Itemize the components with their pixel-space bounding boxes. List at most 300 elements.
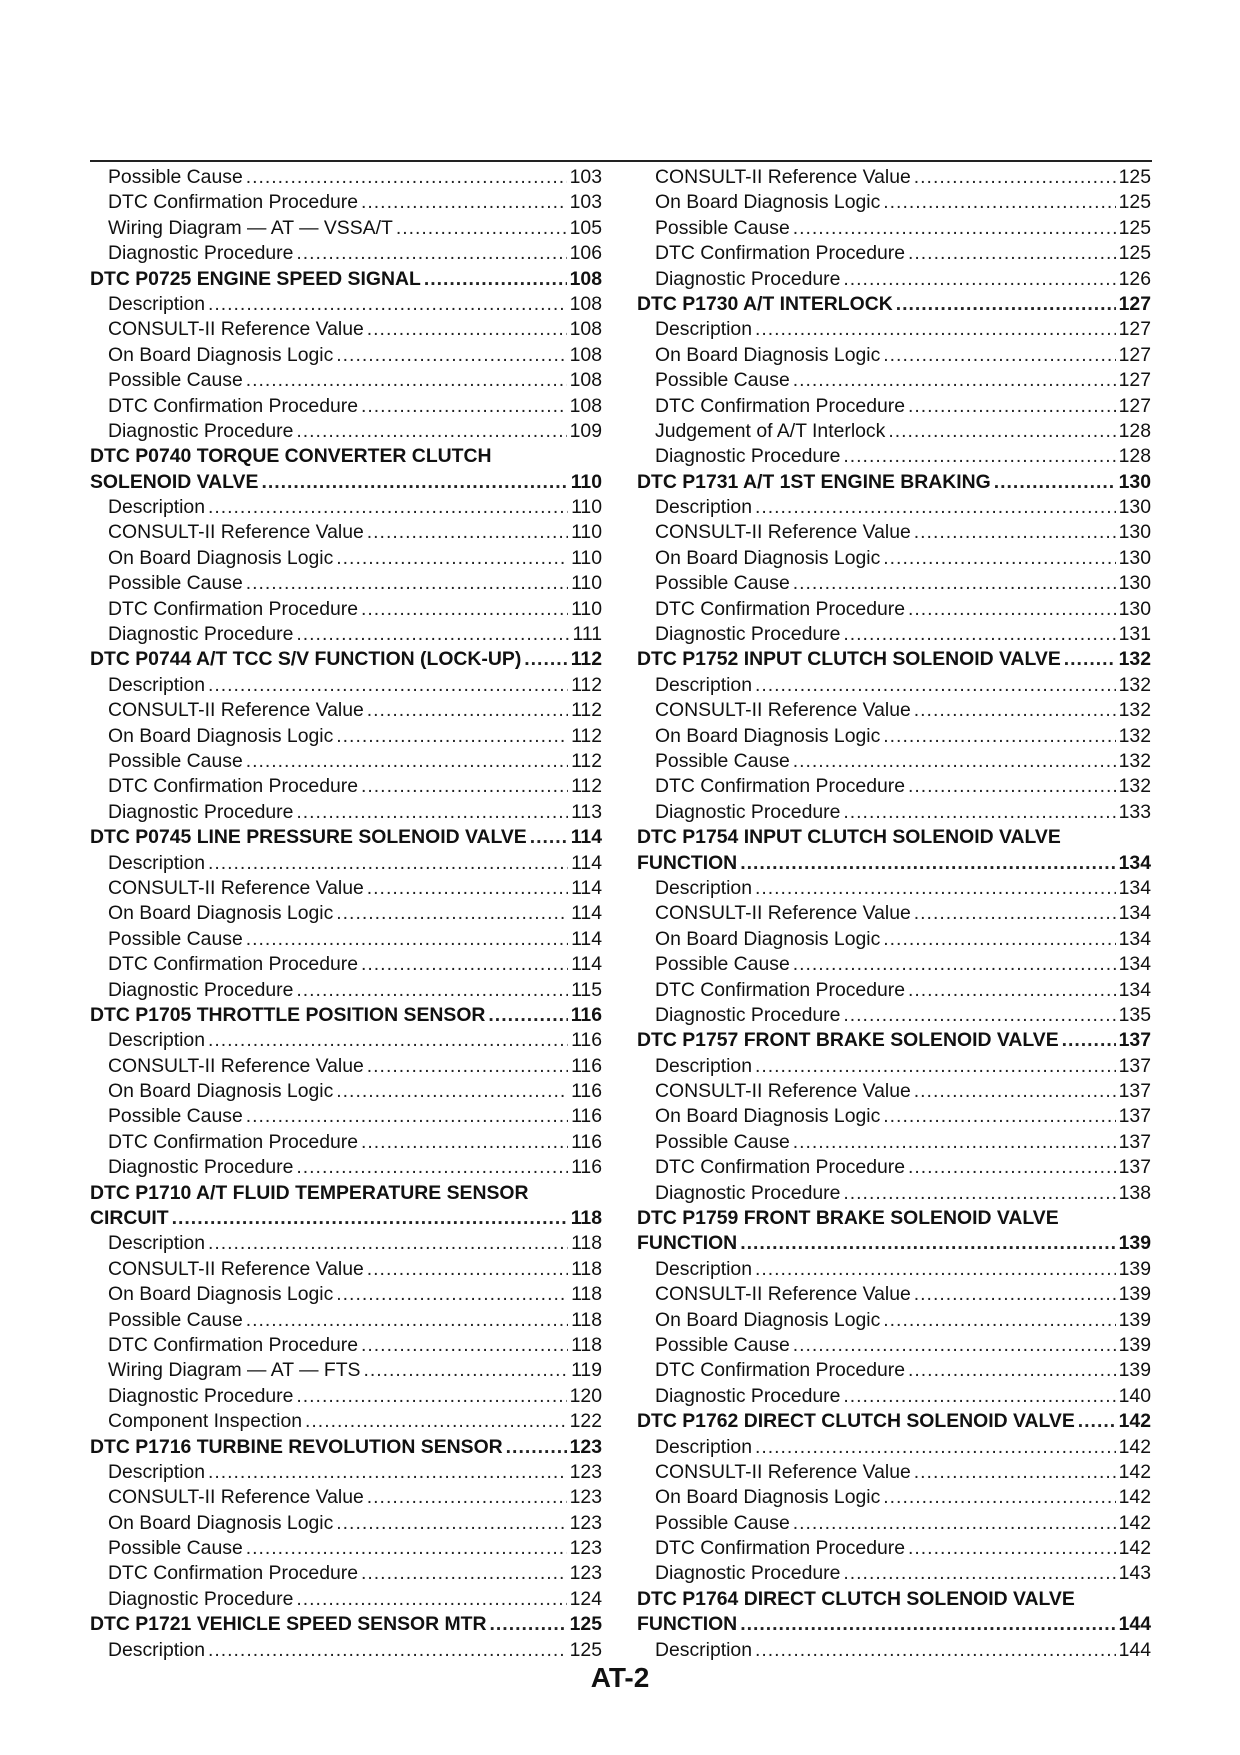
toc-entry-label: Description [655,318,752,341]
toc-entry-page: 142 [1118,1460,1151,1483]
dot-leader [208,1028,568,1053]
toc-entry-page: 131 [1118,623,1151,646]
toc-entry-page: 125 [1118,242,1151,265]
toc-entry[interactable] [90,495,602,520]
toc-entry[interactable] [90,419,602,444]
toc-entry[interactable] [637,1638,1151,1663]
toc-entry-label: Component Inspection [108,1410,303,1433]
toc-entry-label: Description [108,1232,205,1255]
toc-entry-label: CONSULT-II Reference Value [108,1054,364,1077]
dot-leader [296,241,566,266]
toc-entry[interactable] [637,1485,1151,1510]
toc-entry[interactable] [637,1054,1151,1079]
toc-entry-label: On Board Diagnosis Logic [655,927,881,950]
toc-entry[interactable] [90,851,602,876]
toc-entry[interactable] [637,267,1151,292]
dot-leader [740,1231,1115,1256]
toc-entry[interactable] [637,520,1151,545]
dot-leader [361,1561,567,1586]
toc-entry-page: 123 [569,1562,602,1585]
dot-leader [246,1536,567,1561]
toc-entry[interactable] [637,1079,1151,1104]
toc-entry-label: On Board Diagnosis Logic [108,546,334,569]
toc-entry[interactable] [637,927,1151,952]
toc-entry-label: DTC Confirmation Procedure [108,597,359,620]
toc-entry[interactable] [637,495,1151,520]
toc-entry-page: 116 [571,1130,602,1153]
toc-entry[interactable] [637,673,1151,698]
toc-entry-page: 114 [571,927,602,950]
toc-entry-label: Diagnostic Procedure [655,267,841,290]
toc-entry[interactable] [637,343,1151,368]
toc-entry-label: DTC Confirmation Procedure [108,1562,359,1585]
toc-entry[interactable] [637,1384,1151,1409]
dot-leader [793,1333,1116,1358]
toc-entry[interactable] [637,876,1151,901]
toc-entry-label: CONSULT-II Reference Value [655,166,911,188]
toc-entry-page: 135 [1118,1003,1151,1026]
toc-entry[interactable] [637,622,1151,647]
toc-entry-label: DTC P1764 DIRECT CLUTCH SOLENOID VALVE [637,1587,1075,1610]
toc-entry-label: CONSULT-II Reference Value [108,699,364,722]
toc-entry[interactable] [90,1587,602,1612]
toc-entry[interactable] [90,1536,602,1561]
dot-leader [908,241,1116,266]
toc-entry-label: Possible Cause [108,749,243,772]
toc-entry-label: DTC P1762 DIRECT CLUTCH SOLENOID VALVE [637,1410,1075,1433]
toc-entry-label: Possible Cause [655,749,790,772]
toc-entry-page: 130 [1118,546,1151,569]
toc-entry-label: DTC P0745 LINE PRESSURE SOLENOID VALVE [90,826,527,849]
dot-leader [843,1384,1115,1409]
toc-entry-page: 134 [1118,902,1151,925]
toc-entry[interactable] [90,1282,602,1307]
dot-leader [908,774,1116,799]
toc-entry[interactable] [637,1104,1151,1129]
toc-entry[interactable] [90,1257,602,1282]
toc-entry-page: 118 [571,1283,602,1306]
toc-entry-page: 114 [571,953,602,976]
toc-entry-label: Diagnostic Procedure [655,1181,841,1204]
toc-entry-label: CONSULT-II Reference Value [655,1080,911,1103]
toc-entry[interactable] [90,1460,602,1485]
toc-entry-label: Possible Cause [108,369,243,392]
toc-entry-label: DTC Confirmation Procedure [108,394,359,417]
toc-entry-page: 127 [1118,369,1151,392]
toc-entry[interactable] [90,241,602,266]
toc-entry-page: 126 [1118,267,1151,290]
toc-entry[interactable] [90,749,602,774]
toc-entry-page: 118 [571,1333,602,1356]
toc-section-heading[interactable] [90,444,602,469]
toc-entry-label: DTC Confirmation Procedure [655,242,906,265]
toc-entry[interactable] [637,1130,1151,1155]
toc-entry-page: 114 [570,826,602,849]
toc-section-heading[interactable] [637,1612,1151,1637]
toc-entry-page: 144 [1118,1638,1151,1661]
dot-leader [208,1638,567,1663]
toc-entry-label: Description [108,1029,205,1052]
dot-leader [208,495,568,520]
toc-entry[interactable] [637,1511,1151,1536]
toc-entry-page: 108 [569,343,602,366]
dot-leader [755,1638,1116,1663]
toc-entry-label: Possible Cause [655,953,790,976]
toc-entry-page: 130 [1118,496,1151,519]
toc-section-heading[interactable] [637,1206,1151,1231]
toc-entry-page: 112 [571,724,602,747]
dot-leader [361,190,567,215]
toc-section-heading[interactable] [637,825,1151,850]
toc-entry[interactable] [90,978,602,1003]
toc-entry[interactable] [90,1358,602,1383]
dot-leader [908,1155,1116,1180]
toc-entry[interactable] [637,1257,1151,1282]
toc-entry-page: 130 [1118,521,1151,544]
toc-entry[interactable] [637,1003,1151,1028]
toc-entry-label: Diagnostic Procedure [655,1384,841,1407]
toc-entry-label: CONSULT-II Reference Value [108,521,364,544]
toc-entry[interactable] [90,724,602,749]
toc-entry[interactable] [90,800,602,825]
toc-entry[interactable] [90,1028,602,1053]
dot-leader [363,1358,568,1383]
toc-entry[interactable] [637,952,1151,977]
toc-entry[interactable] [90,1231,602,1256]
toc-entry-label: DTC Confirmation Procedure [655,394,906,417]
toc-entry-label: CONSULT-II Reference Value [655,1283,911,1306]
toc-section-heading[interactable] [90,647,602,672]
page-number: AT-2 [590,1662,650,1693]
toc-entry[interactable] [637,800,1151,825]
toc-entry[interactable] [90,774,602,799]
toc-entry[interactable] [90,1511,602,1536]
dot-leader [755,1435,1116,1460]
dot-leader [914,1079,1116,1104]
toc-entry[interactable] [90,622,602,647]
toc-entry-label: Possible Cause [108,1105,243,1128]
dot-leader [908,1536,1116,1561]
toc-entry[interactable] [637,1333,1151,1358]
toc-entry[interactable] [637,597,1151,622]
toc-entry-label: DTC P1730 A/T INTERLOCK [637,292,893,315]
dot-leader [296,800,568,825]
toc-entry-page: 110 [571,496,602,519]
toc-entry-page: 139 [1118,1333,1151,1356]
dot-leader [914,165,1116,190]
toc-entry-label: FUNCTION [637,1613,738,1636]
toc-entry-page: 137 [1118,1080,1151,1103]
toc-entry[interactable] [637,724,1151,749]
toc-entry-page: 116 [571,1029,602,1052]
toc-entry-page: 108 [569,292,602,315]
toc-entry-label: Wiring Diagram — AT — FTS [108,1359,361,1382]
toc-entry[interactable] [90,1104,602,1129]
toc-entry[interactable] [90,1308,602,1333]
dot-leader [367,317,567,342]
toc-entry[interactable] [637,1282,1151,1307]
toc-entry-page: 123 [569,1460,602,1483]
dot-leader [883,343,1115,368]
toc-entry[interactable] [90,1333,602,1358]
toc-section-heading[interactable] [637,470,1151,495]
toc-section-heading[interactable] [637,292,1151,317]
dot-leader [367,520,568,545]
toc-entry[interactable] [637,241,1151,266]
toc-entry-label: Description [108,292,205,315]
toc-entry[interactable] [90,597,602,622]
toc-entry-label: Diagnostic Procedure [655,445,841,468]
dot-leader [336,343,566,368]
toc-entry[interactable] [637,394,1151,419]
toc-entry-page: 112 [571,699,602,722]
dot-leader [793,571,1116,596]
toc-entry[interactable] [90,571,602,596]
toc-entry-page: 103 [569,166,602,188]
toc-entry-label: DTC Confirmation Procedure [108,191,359,214]
dot-leader [883,927,1115,952]
toc-entry[interactable] [637,1155,1151,1180]
toc-entry[interactable] [90,292,602,317]
toc-right-column [637,165,1151,1663]
toc-entry-label: CONSULT-II Reference Value [655,1460,911,1483]
toc-entry[interactable] [637,698,1151,723]
toc-entry[interactable] [90,165,602,190]
toc-entry-page: 116 [571,1156,602,1179]
toc-entry-label: On Board Diagnosis Logic [655,1308,881,1331]
toc-entry-page: 125 [1118,216,1151,239]
toc-entry-label: Description [655,1257,752,1280]
toc-entry[interactable] [637,444,1151,469]
toc-entry[interactable] [90,1561,602,1586]
dot-leader [296,978,568,1003]
toc-section-heading[interactable] [637,1231,1151,1256]
toc-entry-label: FUNCTION [637,1232,738,1255]
toc-entry[interactable] [90,1384,602,1409]
toc-entry[interactable] [637,1561,1151,1586]
toc-entry[interactable] [90,673,602,698]
toc-entry[interactable] [90,190,602,215]
toc-entry-page: 123 [569,1435,602,1458]
toc-section-heading[interactable] [90,1181,602,1206]
toc-left-column [90,165,602,1663]
dot-leader [793,1130,1116,1155]
toc-entry-label: On Board Diagnosis Logic [655,1486,881,1509]
toc-entry-page: 112 [570,648,602,671]
toc-entry[interactable] [637,190,1151,215]
dot-leader [793,368,1116,393]
dot-leader [843,800,1115,825]
toc-entry-page: 134 [1118,927,1151,950]
toc-entry[interactable] [90,394,602,419]
toc-entry-label: CONSULT-II Reference Value [108,318,364,341]
toc-entry[interactable] [90,546,602,571]
toc-entry[interactable] [90,1638,602,1663]
dot-leader [361,1130,568,1155]
toc-entry[interactable] [637,1460,1151,1485]
toc-entry-label: Description [108,1638,205,1661]
toc-entry[interactable] [637,1308,1151,1333]
toc-entry-label: DTC Confirmation Procedure [655,775,906,798]
toc-entry[interactable] [90,368,602,393]
toc-entry[interactable] [637,317,1151,342]
toc-entry[interactable] [90,1079,602,1104]
toc-entry[interactable] [90,876,602,901]
dot-leader [793,216,1116,241]
toc-entry-label: On Board Diagnosis Logic [655,546,881,569]
toc-entry-page: 133 [1118,800,1151,823]
toc-entry-label: Diagnostic Procedure [108,1587,294,1610]
toc-entry[interactable] [90,1130,602,1155]
dot-leader [208,292,567,317]
toc-entry[interactable] [90,927,602,952]
toc-entry-page: 142 [1118,1410,1151,1433]
toc-entry-page: 119 [571,1359,602,1382]
toc-section-heading[interactable] [637,851,1151,876]
toc-entry-label: DTC P0725 ENGINE SPEED SIGNAL [90,267,421,290]
toc-entry[interactable] [637,571,1151,596]
dot-leader [361,952,568,977]
toc-entry-label: Possible Cause [655,1333,790,1356]
toc-entry-label: Diagnostic Procedure [108,242,294,265]
dot-leader [883,724,1115,749]
toc-entry-label: Possible Cause [108,1537,243,1560]
dot-leader [336,1282,568,1307]
toc-entry-page: 140 [1118,1384,1151,1407]
toc-entry-label: Description [108,496,205,519]
toc-entry-page: 110 [571,597,602,620]
toc-entry-page: 106 [569,242,602,265]
toc-entry[interactable] [637,901,1151,926]
toc-entry-page: 120 [569,1384,602,1407]
dot-leader [296,1587,566,1612]
toc-entry-label: Description [655,1435,752,1458]
toc-entry-label: Diagnostic Procedure [655,1003,841,1026]
toc-entry[interactable] [637,1181,1151,1206]
toc-entry-page: 127 [1118,292,1151,315]
toc-entry-page: 132 [1118,775,1151,798]
toc-entry[interactable] [637,165,1151,190]
toc-entry-page: 116 [570,1003,602,1026]
dot-leader [246,1104,568,1129]
toc-section-heading[interactable] [90,1003,602,1028]
toc-section-heading[interactable] [637,1028,1151,1053]
toc-entry-page: 110 [571,572,602,595]
toc-entry-label: CONSULT-II Reference Value [108,1257,364,1280]
toc-entry-label: DTC P1710 A/T FLUID TEMPERATURE SENSOR [90,1181,529,1204]
dot-leader [305,1409,567,1434]
toc-entry-page: 139 [1118,1308,1151,1331]
dot-leader [843,1561,1115,1586]
toc-section-heading[interactable] [90,1206,602,1231]
toc-section-heading[interactable] [637,1587,1151,1612]
toc-entry[interactable] [90,1054,602,1079]
dot-leader [908,1358,1116,1383]
dot-leader [896,292,1116,317]
toc-section-heading[interactable] [637,1409,1151,1434]
toc-entry-label: On Board Diagnosis Logic [108,1080,334,1103]
dot-leader [367,1054,568,1079]
toc-entry-page: 134 [1118,876,1151,899]
toc-entry[interactable] [637,368,1151,393]
dot-leader [208,851,568,876]
toc-entry[interactable] [90,901,602,926]
toc-entry[interactable] [90,1155,602,1180]
toc-entry[interactable] [637,419,1151,444]
toc-entry[interactable] [90,698,602,723]
toc-section-heading[interactable] [90,470,602,495]
toc-entry[interactable] [90,317,602,342]
toc-entry[interactable] [637,216,1151,241]
toc-section-heading[interactable] [90,267,602,292]
toc-entry-label: CONSULT-II Reference Value [108,1486,364,1509]
toc-entry-page: 137 [1118,1130,1151,1153]
toc-entry[interactable] [90,216,602,241]
toc-entry-page: 108 [569,318,602,341]
toc-entry-page: 134 [1118,978,1151,1001]
toc-entry-label: Possible Cause [108,1308,243,1331]
toc-entry-label: DTC Confirmation Procedure [108,953,359,976]
dot-leader [908,978,1116,1003]
dot-leader [793,749,1116,774]
toc-entry-page: 138 [1118,1181,1151,1204]
toc-entry-page: 128 [1118,445,1151,468]
dot-leader [367,1485,567,1510]
toc-entry-page: 114 [571,902,602,925]
toc-entry[interactable] [90,520,602,545]
toc-entry[interactable] [90,952,602,977]
toc-entry-page: 142 [1118,1537,1151,1560]
toc-entry-page: 114 [571,851,602,874]
dot-leader [793,1511,1116,1536]
toc-entry[interactable] [637,1536,1151,1561]
toc-entry-label: On Board Diagnosis Logic [108,902,334,925]
toc-entry[interactable] [637,749,1151,774]
toc-entry-page: 116 [571,1105,602,1128]
dot-leader [367,876,568,901]
toc-entry[interactable] [637,546,1151,571]
toc-entry[interactable] [90,1485,602,1510]
toc-entry-label: DTC Confirmation Procedure [655,1537,906,1560]
dot-leader [843,444,1115,469]
dot-leader [883,1308,1115,1333]
toc-entry[interactable] [90,1409,602,1434]
dot-leader [296,1384,566,1409]
toc-section-heading[interactable] [637,647,1151,672]
toc-entry[interactable] [637,978,1151,1003]
toc-entry[interactable] [637,774,1151,799]
toc-entry-page: 137 [1118,1054,1151,1077]
toc-entry-label: CONSULT-II Reference Value [108,876,364,899]
toc-section-heading[interactable] [90,825,602,850]
dot-leader [336,1079,568,1104]
dot-leader [336,901,568,926]
toc-entry-label: Possible Cause [108,572,243,595]
dot-leader [336,1511,566,1536]
toc-entry-label: Description [108,851,205,874]
dot-leader [1062,1028,1116,1053]
toc-entry[interactable] [637,1358,1151,1383]
dot-leader [490,1612,567,1637]
dot-leader [424,267,567,292]
toc-entry[interactable] [637,1435,1151,1460]
toc-entry-label: Possible Cause [655,216,790,239]
toc-section-heading[interactable] [90,1435,602,1460]
dot-leader [914,901,1116,926]
dot-leader [914,1460,1116,1485]
toc-section-heading[interactable] [90,1612,602,1637]
toc-entry[interactable] [90,343,602,368]
